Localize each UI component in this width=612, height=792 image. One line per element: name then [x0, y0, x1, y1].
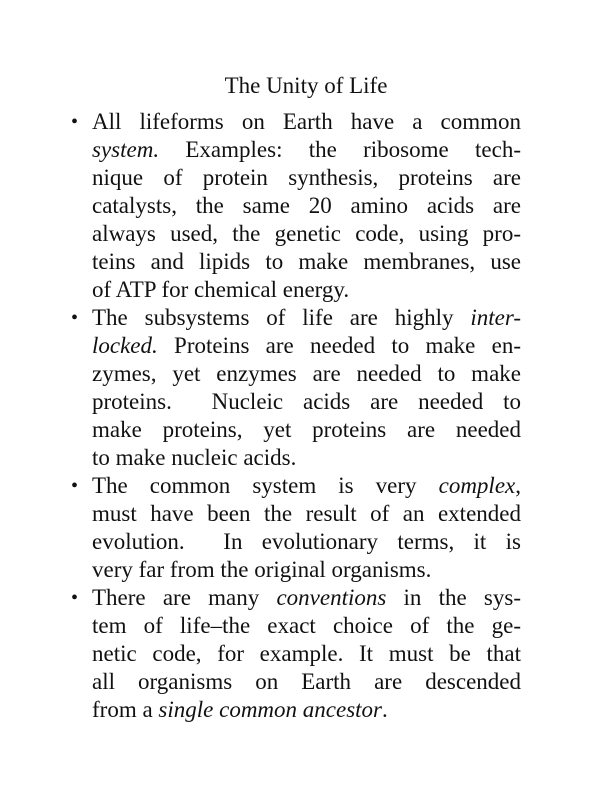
emphasis-text: conventions — [276, 585, 387, 610]
text-line — [92, 416, 521, 444]
text-line — [92, 556, 521, 584]
body-text: proteins. Nucleic acids are needed to — [92, 389, 521, 414]
body-text: must have been the result of an extended — [92, 501, 521, 526]
text-line — [92, 696, 521, 724]
text-line — [92, 388, 521, 416]
text-line — [92, 500, 521, 528]
bullet-icon: • — [71, 111, 79, 133]
body-text: to make nucleic acids. — [92, 445, 297, 470]
emphasis-text: complex — [438, 473, 516, 498]
body-text: . — [382, 697, 388, 722]
body-text: The subsystems of life are highly — [92, 305, 471, 330]
body-text: All lifeforms on Earth have a common — [92, 109, 521, 134]
body-text: tem of life–the exact choice of the ge- — [92, 613, 521, 638]
text-line — [92, 332, 521, 360]
text-line — [92, 640, 521, 668]
bullet-item — [0, 108, 612, 304]
text-line — [92, 248, 521, 276]
emphasis-text: single common ancestor — [158, 697, 382, 722]
text-line — [92, 528, 521, 556]
body-text: , — [515, 473, 521, 498]
emphasis-text: system. — [92, 137, 160, 162]
bullet-item — [0, 584, 612, 724]
text-line — [92, 192, 521, 220]
body-text: Proteins are needed to make en- — [157, 333, 521, 358]
text-line — [92, 472, 521, 500]
page-title: The Unity of Life — [224, 73, 388, 98]
body-text: make proteins, yet proteins are needed — [92, 417, 521, 442]
bullet-icon: • — [71, 475, 79, 497]
body-text: from a — [92, 697, 159, 722]
text-line — [92, 360, 521, 388]
text-line — [92, 584, 521, 612]
text-line — [92, 108, 521, 136]
body-text: always used, the genetic code, using pro- — [92, 221, 521, 246]
body-text: all organisms on Earth are descended — [92, 669, 521, 694]
body-text: teins and lipids to make membranes, use — [92, 249, 521, 274]
emphasis-text: inter- — [470, 305, 521, 330]
body-text: nique of protein synthesis, proteins are — [92, 165, 521, 190]
text-line — [92, 220, 521, 248]
body-text: netic code, for example. It must be that — [92, 641, 521, 666]
text-line — [92, 164, 521, 192]
bullet-item — [0, 472, 612, 584]
body-text: evolution. In evolutionary terms, it is — [92, 529, 521, 554]
text-line — [92, 304, 521, 332]
text-line — [92, 668, 521, 696]
text-line — [92, 444, 521, 472]
body-text: in the sys- — [386, 585, 521, 610]
body-text: There are many — [92, 585, 277, 610]
body-text: zymes, yet enzymes are needed to make — [92, 361, 521, 386]
body-text: of ATP for chemical energy. — [92, 277, 350, 302]
body-text: The common system is very — [92, 473, 439, 498]
bullet-icon: • — [71, 587, 79, 609]
body-text: catalysts, the same 20 amino acids are — [92, 193, 521, 218]
body-text: Examples: the ribosome tech- — [159, 137, 521, 162]
text-line — [92, 136, 521, 164]
bullet-icon: • — [71, 307, 79, 329]
emphasis-text: locked. — [92, 333, 158, 358]
bullet-item — [0, 304, 612, 472]
text-line — [92, 276, 521, 304]
body-text: very far from the original organisms. — [92, 557, 432, 582]
bullet-list — [0, 108, 612, 724]
text-line — [92, 612, 521, 640]
